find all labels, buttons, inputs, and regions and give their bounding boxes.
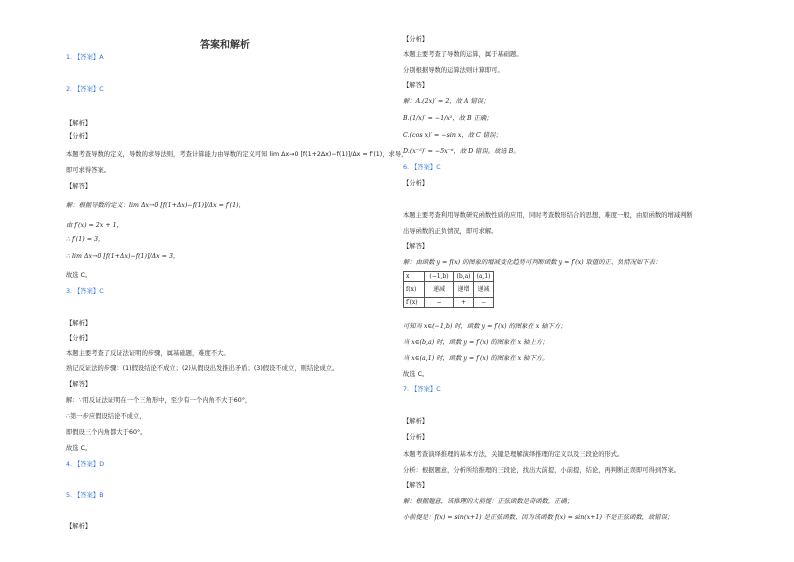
- table-cell: (a,1): [474, 272, 494, 282]
- table-row: [404, 298, 494, 308]
- table-cell: 递减: [425, 282, 454, 298]
- solution-line: 可知当 x∈(−1,b) 时，函数 y = f′(x) 的图象在 x 轴下方；: [403, 323, 567, 330]
- table-row: [404, 282, 494, 298]
- table-cell: 递减: [474, 282, 494, 298]
- analysis-text: 本题考查导数的定义，导数的求导法则，考查计算能力由导数的定义可知 lim Δx→0 [f(1+2Δx)−f(1)]/Δx = f′(1)，求导，: [66, 151, 408, 158]
- answer-5: 5. 【答案】B: [66, 492, 104, 499]
- table-cell: x: [404, 272, 425, 282]
- analysis-text: 分别根据导数的运算法则计算即可。: [403, 67, 504, 74]
- answer-1: 1. 【答案】A: [66, 54, 104, 61]
- section-jiexi: 【解析】: [66, 320, 92, 327]
- table-cell: −: [474, 298, 494, 308]
- page-title: 答案和解析: [200, 40, 250, 51]
- analysis-text: 本题主要考查利用导数研究函数性质的应用，同时考查数形结合的思想，难度一般，由原函数的增减判断: [403, 212, 693, 219]
- analysis-text: 本题考查演绎推理的基本方法，关键是理解演绎推理的定义以及三段论的形式。: [403, 451, 624, 458]
- section-fenxi: 【分析】: [403, 180, 429, 187]
- analysis-text: 分析：根据题意，分析所给推理的三段论，找出大前提，小前提，结论，再判断正误即可得到答案。: [403, 467, 681, 474]
- analysis-text: 熟记反证法的步骤：(1)假设结论不成立；(2)从假设出发推出矛盾；(3)假设不成立，则结论成立。: [66, 365, 339, 372]
- solution-line: 故选 C。: [403, 371, 429, 378]
- analysis-text: 本题主要考查了导数的运算，属于基础题。: [403, 51, 523, 58]
- solution-line: D.(x⁻⁵)′ = −5x⁻⁶，故 D 错误。故选 B。: [403, 148, 520, 155]
- analysis-text: 即可求得答案。: [66, 167, 111, 174]
- table-cell: (b,a): [454, 272, 474, 282]
- section-jieda: 【解答】: [66, 183, 92, 190]
- solution-line: ∴第一步应假设结论不成立，: [66, 413, 146, 420]
- section-jieda: 【解答】: [403, 243, 429, 250]
- solution-line: B.(1/x)′ = −1/x²，故 B 正确；: [403, 115, 493, 122]
- answer-2: 2. 【答案】C: [66, 86, 104, 93]
- table-row: [404, 272, 494, 282]
- table-cell: f(x): [404, 282, 425, 298]
- table-cell: f′(x): [404, 298, 425, 308]
- answer-6: 6. 【答案】C: [403, 164, 441, 171]
- analysis-text: 本题主要考查了反证法证明的步骤，属基础题，难度不大。: [66, 350, 230, 357]
- section-fenxi: 【分析】: [403, 434, 429, 441]
- table-cell: 递增: [454, 282, 474, 298]
- section-jiexi: 【解析】: [66, 523, 92, 530]
- section-fenxi: 【分析】: [66, 133, 92, 140]
- answer-4: 4. 【答案】D: [66, 461, 105, 468]
- solution-line: 解：∵用反证法证明在一个三角形中，至少有一个内角不大于60°，: [66, 397, 252, 404]
- section-jieda: 【解答】: [403, 482, 429, 489]
- section-fenxi: 【分析】: [403, 36, 429, 43]
- section-jiexi: 【解析】: [66, 120, 92, 127]
- answer-7: 7. 【答案】C: [403, 386, 441, 393]
- solution-line: 小前提是：f(x) = sin(x+1) 是正弦函数，因为该函数 f(x) = sin(x+1) 不是正弦函数，故错误；: [403, 514, 674, 521]
- solution-line: C.(cos x)′ = −sin x，故 C 错误；: [403, 132, 502, 139]
- solution-line: 解：根据题意，该推理的大前提：正弦函数是奇函数，正确；: [403, 498, 574, 505]
- solution-line: 由 f′(x) = 2x + 1，: [66, 222, 123, 229]
- section-jieda: 【解答】: [403, 82, 429, 89]
- solution-line: 当 x∈(b,a) 时，函数 y = f′(x) 的图象在 x 轴上方；: [403, 339, 549, 346]
- section-jiexi: 【解析】: [403, 418, 429, 425]
- solution-line: 故选 C。: [66, 445, 92, 452]
- analysis-text: 出导函数的正负情况，即可求解。: [403, 228, 498, 235]
- section-jieda: 【解答】: [66, 381, 92, 388]
- section-fenxi: 【分析】: [66, 335, 92, 342]
- table-cell: +: [454, 298, 474, 308]
- solution-line: ∴ lim Δx→0 [f(1+Δx)−f(1)]/Δx = 3，: [66, 253, 180, 260]
- solution-line: 解：A.(2x)′ = 2，故 A 错误；: [403, 98, 490, 105]
- answer-3: 3. 【答案】C: [66, 288, 104, 295]
- table-cell: (−1,b): [425, 272, 454, 282]
- solution-line: 解：根据导数的定义：lim Δx→0 [f(1+Δx)−f(1)]/Δx = f′(1)，: [66, 202, 245, 209]
- solution-line: 解：由函数 y = f(x) 的图象的增减变化趋势可判断函数 y = f′(x) 取值的正、负情况如下表：: [403, 259, 662, 266]
- solution-line: 当 x∈(a,1) 时，函数 y = f′(x) 的图象在 x 轴下方。: [403, 355, 549, 362]
- sign-table: [403, 271, 494, 308]
- table-cell: −: [425, 298, 454, 308]
- solution-line: 即假设三个内角都大于60°。: [66, 429, 147, 436]
- solution-line: ∴ f′(1) = 3，: [66, 236, 105, 243]
- solution-line: 故选 C。: [66, 272, 92, 279]
